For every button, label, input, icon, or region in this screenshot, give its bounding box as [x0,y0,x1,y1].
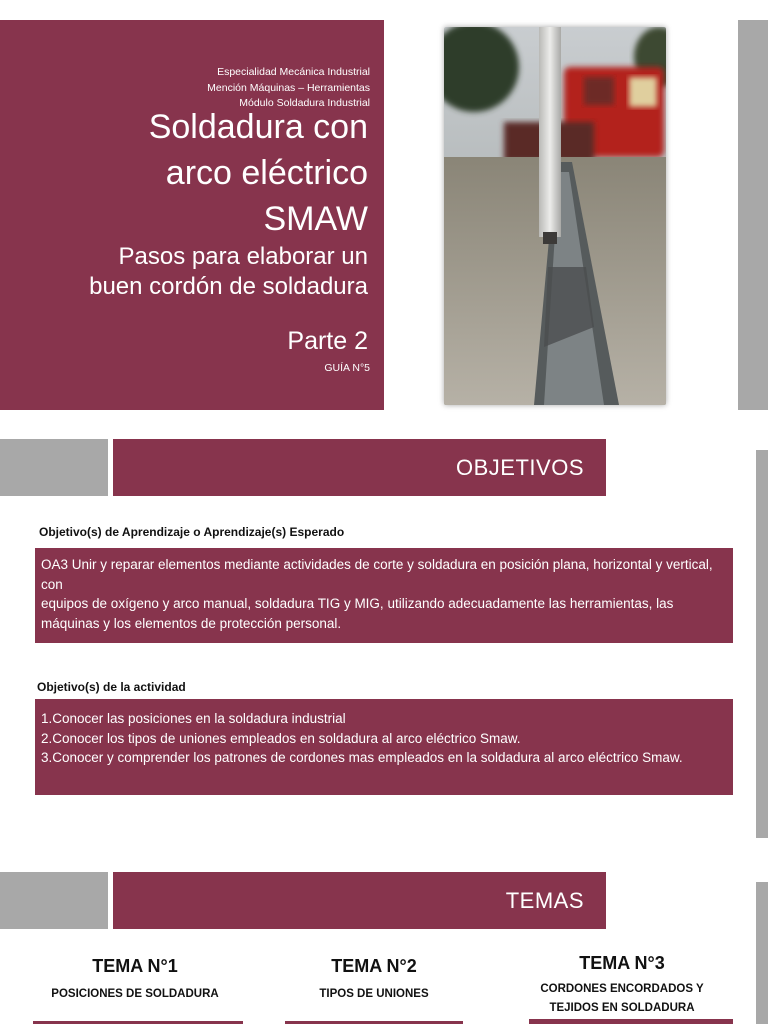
activity-objective-box [35,699,733,795]
objetivos-banner: OBJETIVOS [113,439,606,496]
activity-item-3: 3.Conocer y comprender los patrones de cordones mas empleados en la soldadura al arco eléctrico Smaw. [41,750,683,765]
edge-bar-bottom [756,882,768,1024]
edge-bar-top [738,20,768,410]
learning-objective-label: Objetivo(s) de Aprendizaje o Aprendizaje(s) Esperado [39,525,345,539]
tema-1-subtitle: POSICIONES DE SOLDADURA [51,988,219,1000]
tema-2-title: TEMA N°2 [331,956,417,976]
temas-banner: TEMAS [113,872,606,929]
subtitle-line-2: buen cordón de soldadura [89,273,368,300]
tema-1 [25,956,245,1004]
tema-3-card-edge [529,1019,733,1024]
page-title [8,104,368,242]
tema-3-title: TEMA N°3 [579,953,665,973]
temas-grey-block [0,872,108,929]
activity-item-1: 1.Conocer las posiciones en la soldadura industrial [41,711,346,726]
learning-objective-line-2: equipos de oxígeno y arco manual, soldadura TIG y MIG, utilizando adecuadamente las herramientas, las máquinas y los elementos de protección personal. [41,596,674,631]
welding-photo-image [444,27,666,405]
activity-item-2: 2.Conocer los tipos de uniones empleados en soldadura al arco eléctrico Smaw. [41,730,521,746]
page-subtitle [0,242,368,302]
learning-objective-line-1: OA3 Unir y reparar elementos mediante actividades de corte y soldadura en posición plana, horizontal y vertical, con [41,557,713,592]
objetivos-grey-block [0,439,108,496]
title-line-3: SMAW [263,200,368,238]
mention-text: Mención Máquinas – Herramientas [207,81,370,94]
tema-2-subtitle: TIPOS DE UNIONES [319,988,429,1000]
specialty-text: Especialidad Mecánica Industrial [217,66,370,78]
tema-3-subtitle [512,980,732,1018]
welding-photo [444,27,666,405]
edge-bar-middle [756,450,768,838]
tema-2 [264,956,484,1004]
tema-3 [512,953,732,1018]
title-line-2: arco eléctrico [165,154,368,192]
learning-objective-box [35,548,733,643]
title-line-1: Soldadura con [148,108,368,146]
activity-objective-label: Objetivo(s) de la actividad [37,680,186,694]
part-label: Parte 2 [287,327,368,355]
tema-1-title: TEMA N°1 [92,956,178,976]
guide-label: GUÍA N°5 [324,362,370,374]
cover-block [0,20,384,410]
subtitle-line-1: Pasos para elaborar un [118,243,368,270]
tema-3-subtitle-line-1: CORDONES ENCORDADOS Y [540,983,704,995]
tema-3-subtitle-line-2: TEJIDOS EN SOLDADURA [549,1002,695,1014]
module-text: Módulo Soldadura Industrial [239,97,370,109]
